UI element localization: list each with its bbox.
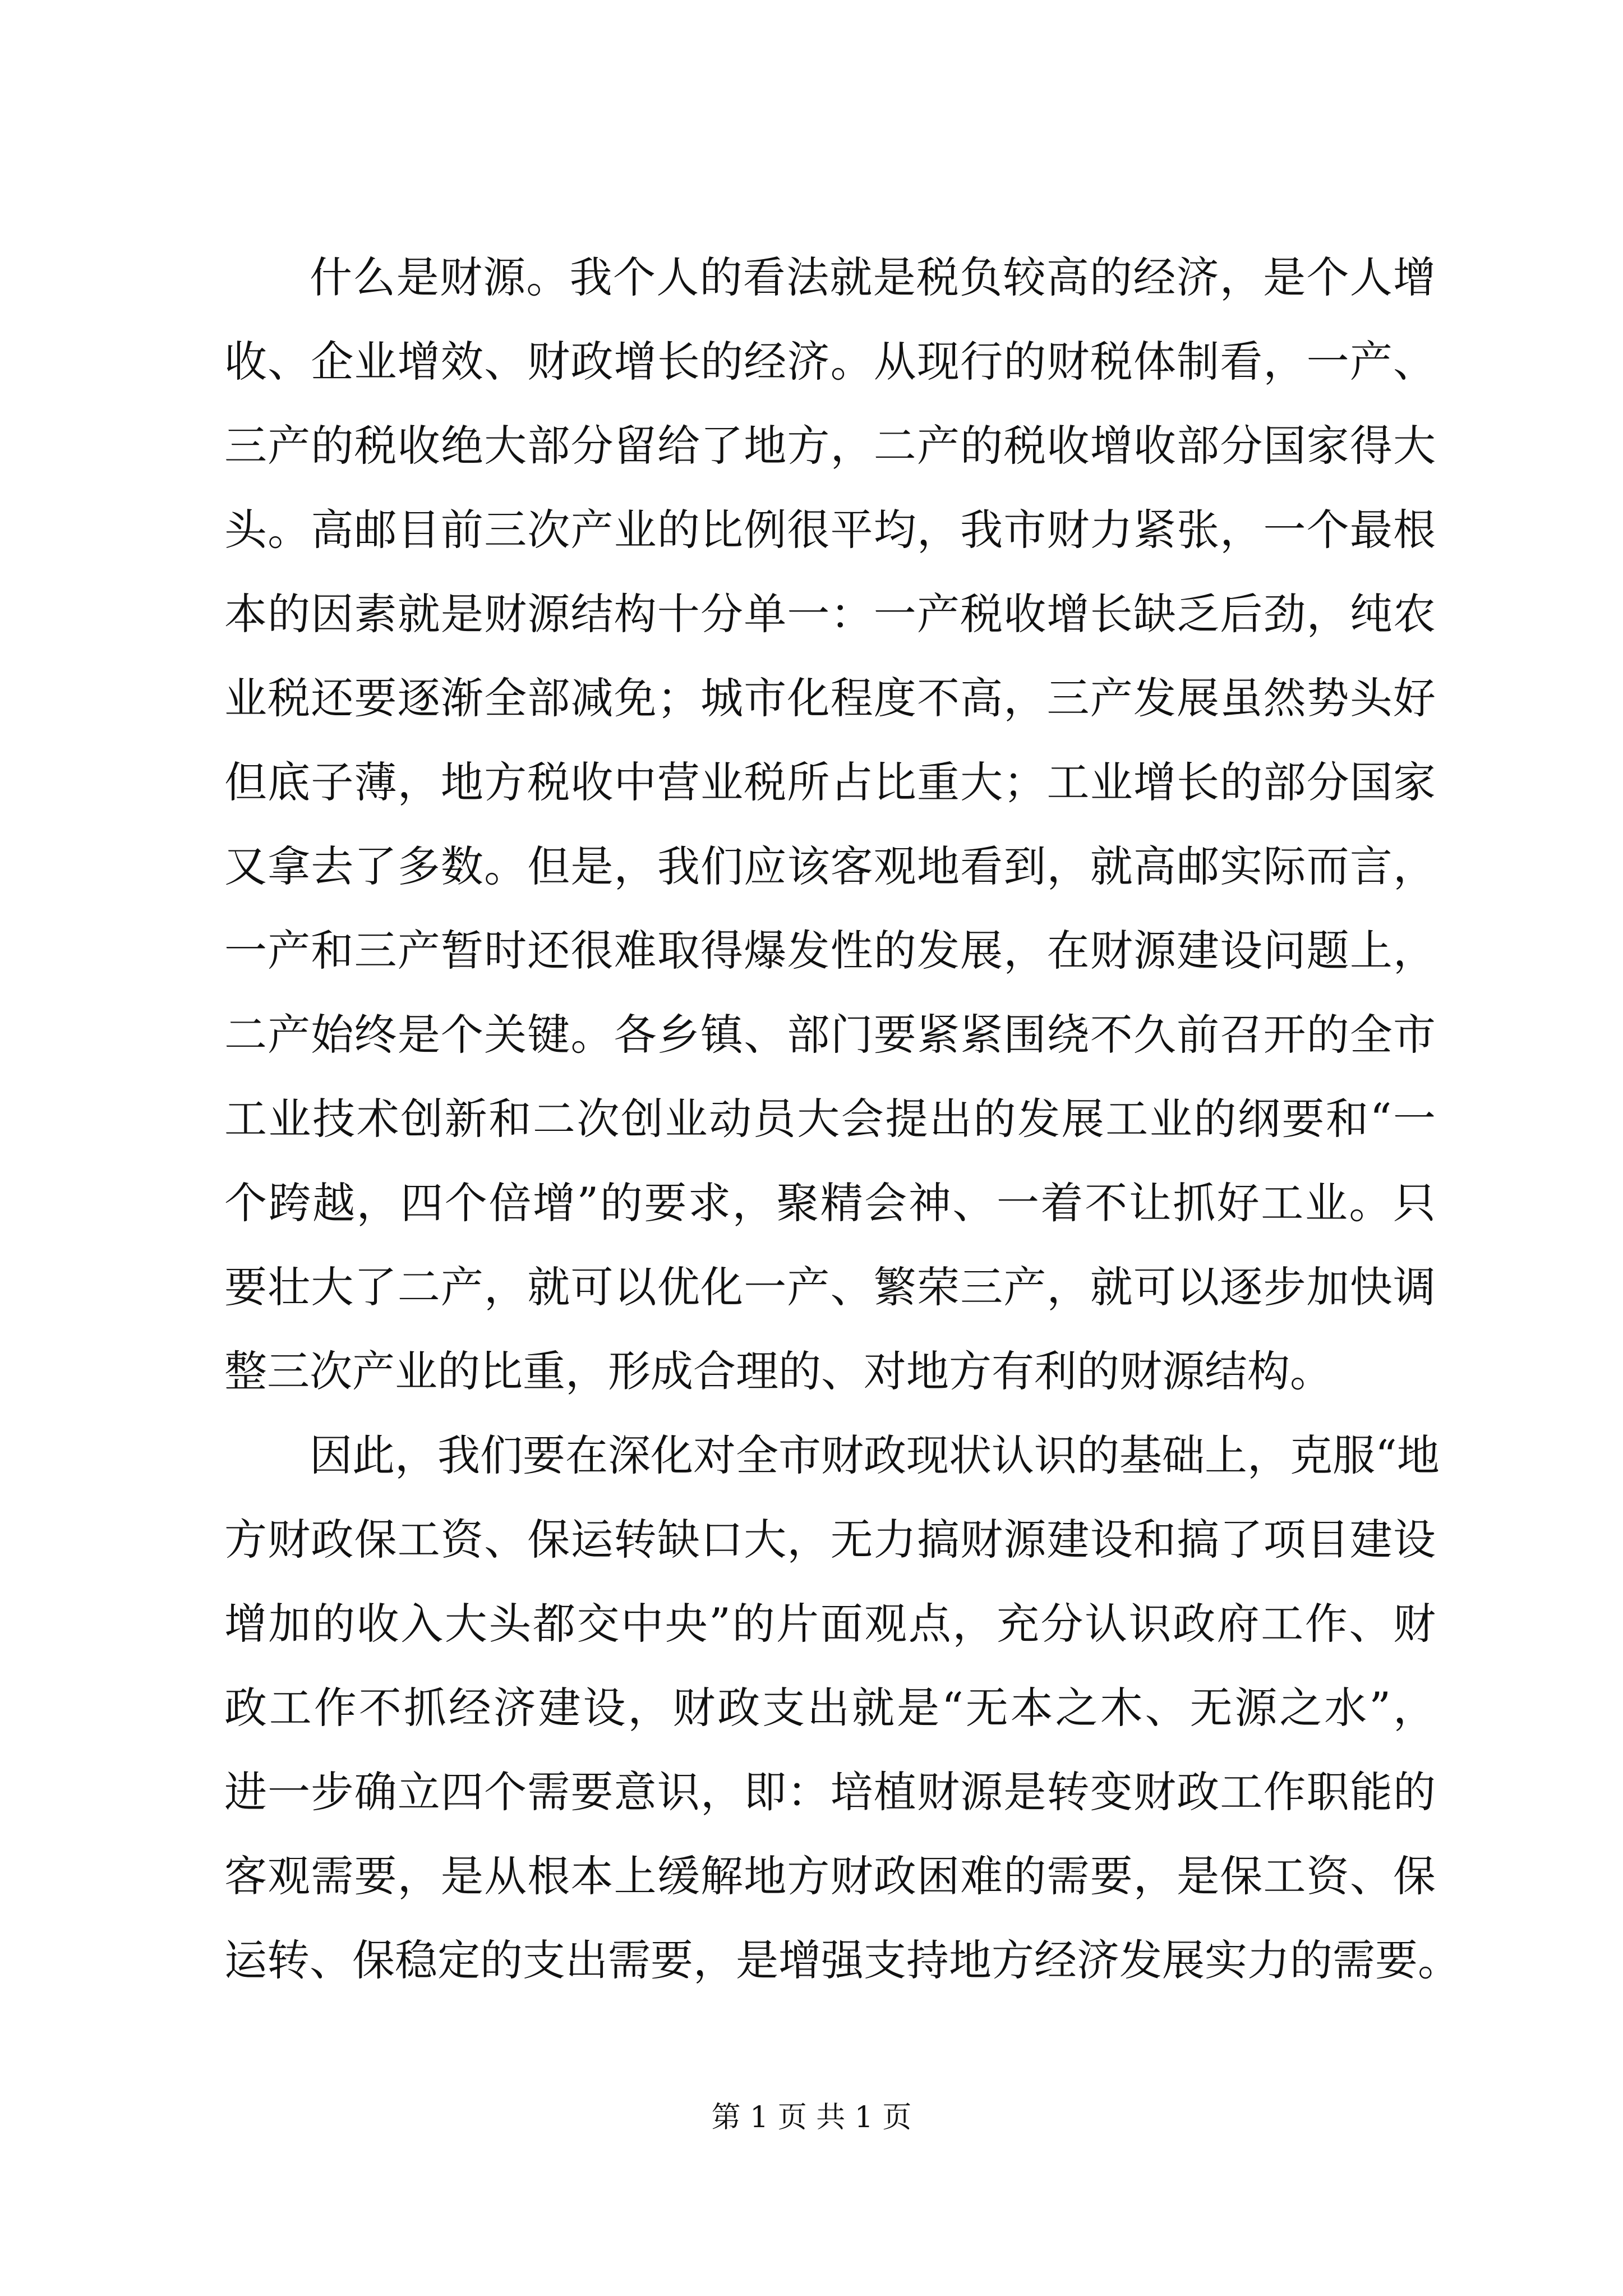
text-line: 政工作不抓经济建设，财政支出就是“无本之木、无源之水”， — [224, 1683, 1436, 1733]
text-line: 二产始终是个关键。各乡镇、部门要紧紧围绕不久前召开的全市 — [224, 1010, 1436, 1060]
text-line: 一产和三产暂时还很难取得爆发性的发展，在财源建设问题上， — [224, 926, 1436, 976]
text-line: 运转、保稳定的支出需要，是增强支持地方经济发展实力的需要。 — [224, 1935, 1460, 1985]
text-line: 收、企业增效、财政增长的经济。从现行的财税体制看，一产、 — [224, 337, 1436, 386]
text-line: 增加的收入大头都交中央”的片面观点，充分认识政府工作、财 — [224, 1599, 1436, 1649]
text-line: 进一步确立四个需要意识，即：培植财源是转变财政工作职能的 — [224, 1767, 1436, 1817]
text-line: 什么是财源。我个人的看法就是税负较高的经济，是个人增 — [310, 252, 1436, 302]
text-line: 头。高邮目前三次产业的比例很平均，我市财力紧张，一个最根 — [224, 505, 1436, 555]
text-line: 工业技术创新和二次创业动员大会提出的发展工业的纲要和“一 — [224, 1094, 1436, 1144]
document-body — [224, 236, 1460, 2003]
text-line: 三产的税收绝大部分留给了地方，二产的税收增收部分国家得大 — [224, 421, 1436, 471]
text-line: 但底子薄，地方税收中营业税所占比重大；工业增长的部分国家 — [224, 757, 1436, 807]
page-footer — [0, 2098, 1623, 2137]
text-line: 个跨越，四个倍增”的要求，聚精会神、一着不让抓好工业。只 — [224, 1178, 1436, 1228]
text-line: 又拿去了多数。但是，我们应该客观地看到，就高邮实际而言， — [224, 841, 1436, 891]
text-line: 业税还要逐渐全部减免；城市化程度不高，三产发展虽然势头好 — [224, 673, 1436, 723]
paragraph-2 — [224, 1414, 1460, 2003]
text-line: 要壮大了二产，就可以优化一产、繁荣三产，就可以逐步加快调 — [224, 1262, 1436, 1312]
text-line: 本的因素就是财源结构十分单一：一产税收增长缺乏后劲，纯农 — [224, 589, 1436, 639]
text-line: 因此，我们要在深化对全市财政现状认识的基础上，克服“地 — [310, 1430, 1440, 1480]
page-number-label: 第 1 页 共 1 页 — [711, 2101, 912, 2134]
text-line: 客观需要，是从根本上缓解地方财政困难的需要，是保工资、保 — [224, 1851, 1436, 1901]
text-line: 方财政保工资、保运转缺口大，无力搞财源建设和搞了项目建设 — [224, 1515, 1436, 1565]
paragraph-1 — [224, 236, 1436, 1414]
text-line: 整三次产业的比重，形成合理的、对地方有利的财源结构。 — [224, 1346, 1332, 1396]
